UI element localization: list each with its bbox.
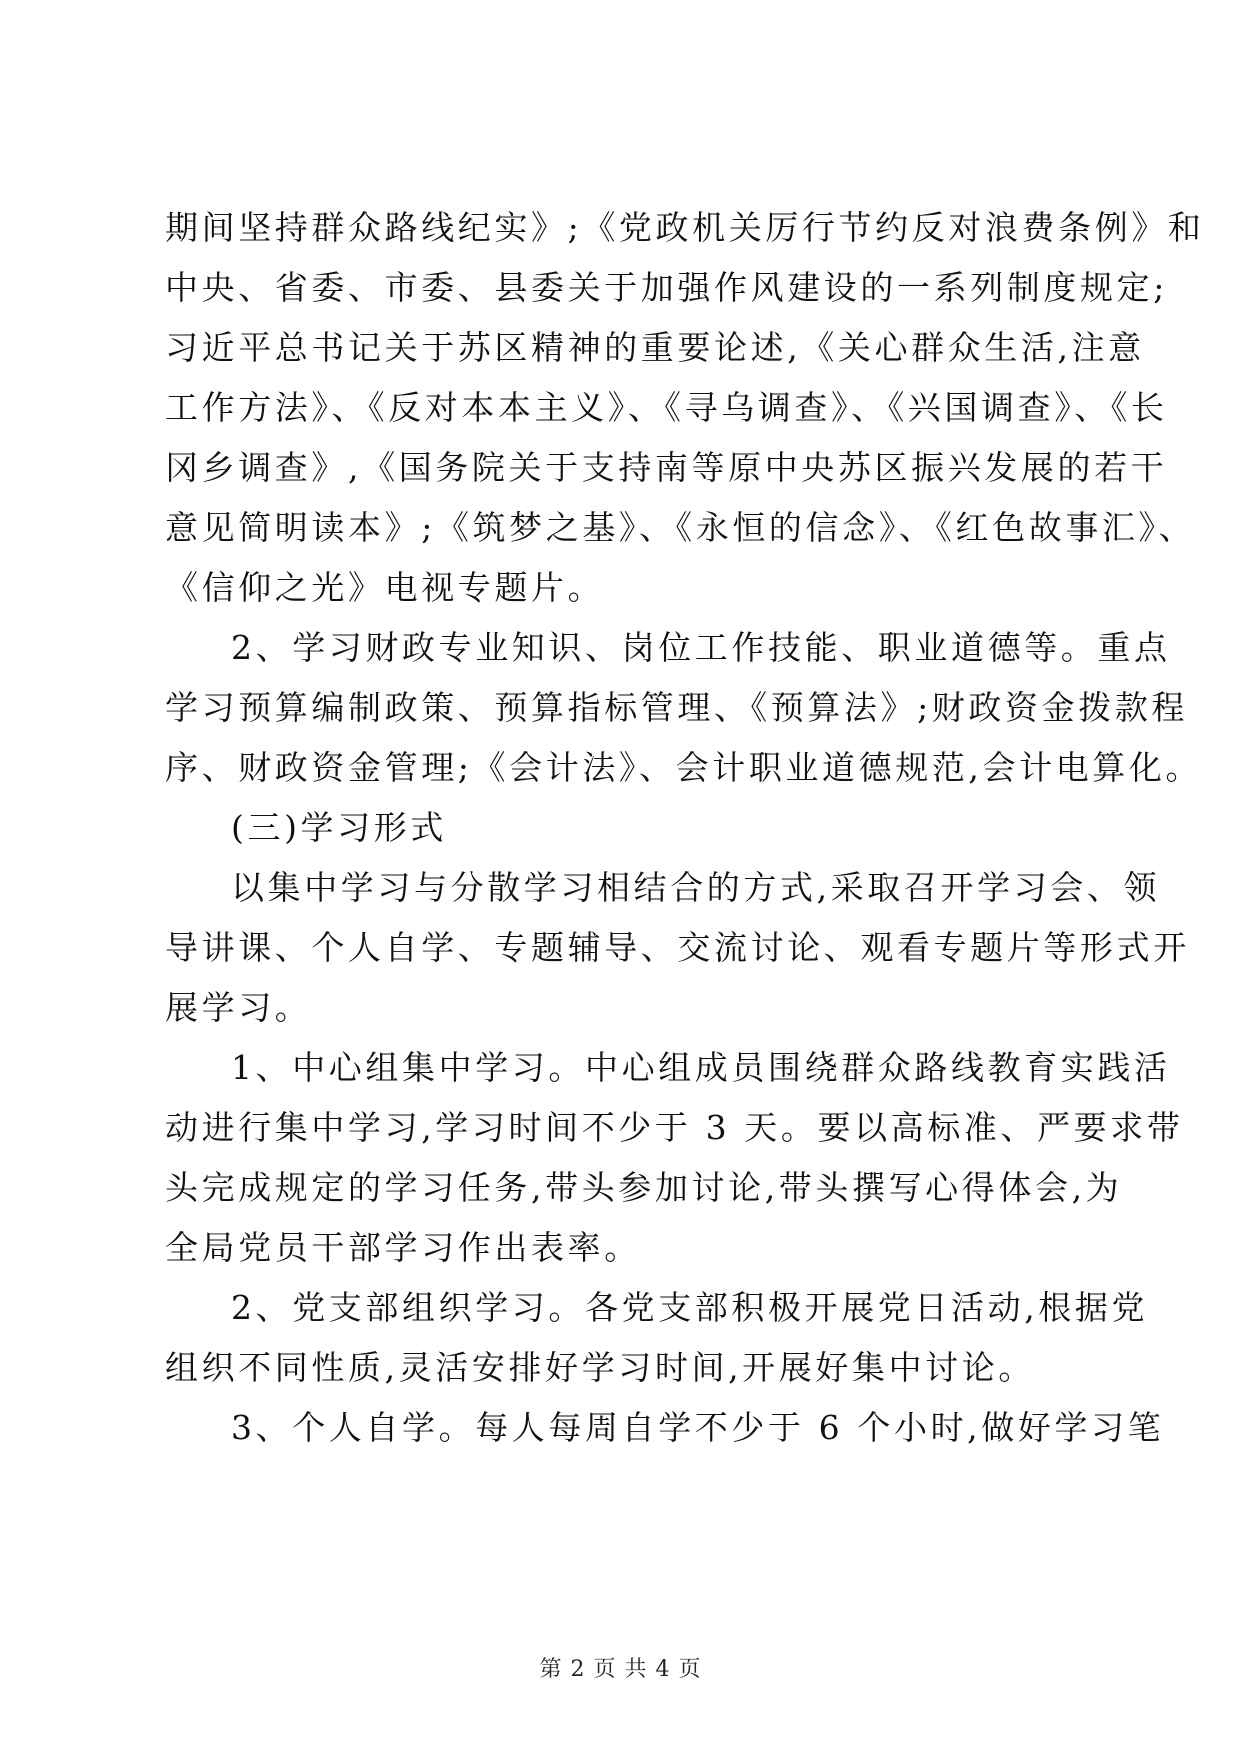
text-line: 展学习。 (165, 988, 312, 1027)
text-line: 导讲课、个人自学、专题辅导、交流讨论、观看专题片等形式开 (165, 928, 1190, 967)
paragraph-first-line: 2、学习财政专业知识、岗位工作技能、职业道德等。重点 (231, 628, 1171, 667)
text-line: 习近平总书记关于苏区精神的重要论述,《关心群众生活,注意 (165, 328, 1145, 367)
paragraph-first-line: 以集中学习与分散学习相结合的方式,采取召开学习会、领 (231, 868, 1161, 907)
text-line: 学习预算编制政策、预算指标管理、《预算法》;财政资金拨款程 (165, 688, 1189, 727)
paragraph-first-line: 2、党支部组织学习。各党支部积极开展党日活动,根据党 (231, 1288, 1149, 1327)
text-line: 组织不同性质,灵活安排好学习时间,开展好集中讨论。 (165, 1348, 1035, 1387)
text-line: 全局党员干部学习作出表率。 (165, 1228, 641, 1267)
text-line: 中央、省委、市委、县委关于加强作风建设的一系列制度规定; (165, 268, 1168, 307)
paragraph-first-line: 3、个人自学。每人每周自学不少于 6 个小时,做好学习笔 (231, 1408, 1165, 1447)
section-heading: (三)学习形式 (231, 808, 447, 847)
text-line: 期间坚持群众路线纪实》;《党政机关厉行节约反对浪费条例》和 (165, 208, 1205, 247)
text-line: 序、财政资金管理;《会计法》、会计职业道德规范,会计电算化。 (165, 748, 1203, 787)
page-number-footer: 第 2 页 共 4 页 (539, 1657, 702, 1682)
text-line: 头完成规定的学习任务,带头参加讨论,带头撰写心得体会,为 (165, 1168, 1123, 1207)
paragraph-first-line: 1、中心组集中学习。中心组成员围绕群众路线教育实践活 (231, 1048, 1171, 1087)
text-line: 工作方法》、《反对本本主义》、《寻乌调查》、《兴国调查》、《长 (165, 388, 1168, 427)
text-line: 《信仰之光》电视专题片。 (165, 568, 605, 607)
text-line: 动进行集中学习,学习时间不少于 3 天。要以高标准、严要求带 (165, 1108, 1184, 1147)
text-line: 意见简明读本》;《筑梦之基》、《永恒的信念》、《红色故事汇》、 (165, 508, 1196, 547)
text-line: 冈乡调查》,《国务院关于支持南等原中央苏区振兴发展的若干 (165, 448, 1168, 487)
